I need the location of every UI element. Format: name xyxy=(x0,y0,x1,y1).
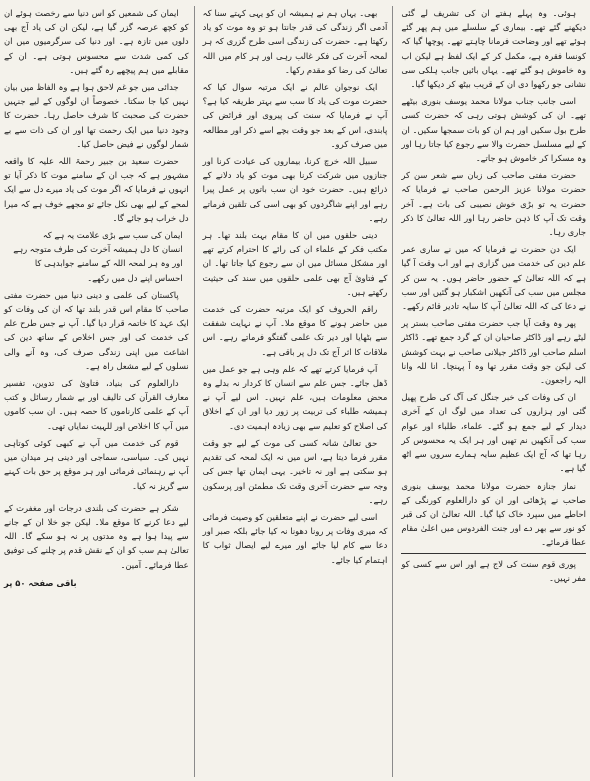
paragraph: نماز جنازہ حضرت مولانا محمد یوسف بنوری صاحب نے پڑھائی اور ان کو دارالعلوم کورنگی کے احاطے میں سپرد خاک کیا گیا۔ اللہ تعالیٰ ان کی قبر کو نور سے بھر دے اور جنت الفردوس میں اعلیٰ مقام عطا فرمائے۔ xyxy=(401,480,586,548)
paragraph: حضرت مفتی صاحب کی زبان سے شعر سن کر حضرت مولانا عزیز الرحمن صاحب نے فرمایا کہ حضرت یہ تو بڑی خوش نصیبی کی بات ہے۔ آخر وقت تک آپ کا ذہن حاضر رہا اور اللہ تعالیٰ کا ذکر جاری رہا۔ xyxy=(401,170,586,238)
paragraph: پھر وہ وقت آیا جب حضرت مفتی صاحب بستر پر لیٹے رہے اور ڈاکٹر صاحبان ان کے گرد جمع تھے۔ ڈاکٹر اسلم صاحب اور ڈاکٹر جیلانی صاحب نے بہت کوشش کی لیکن جو وقت مقرر تھا وہ آ پہنچا۔ انا للہ وانا الیہ راجعون۔ xyxy=(401,318,586,386)
paragraph: ہوئی۔ وہ پہلے ہفتے ان کی تشریف لے گئی دیکھنے گئے تھے۔ بیماری کے سلسلے میں ہم پھر گئے ہوئے تھے اور وضاحت فرمانا چاہتے تھے۔ پوچھا گیا کہ کونسا فقرہ ہے، مکمل کر کے ایک لفظ ہے لیکن اب وہ خاموش ہو گئے تھے۔ یہاں بائیں جانب ہلکی سی نشانی جو رکھوا دی ان کے قریب بیٹھ کر دیکھا گیا۔ xyxy=(401,8,586,90)
paragraph: دارالعلوم کی بنیاد، فتاویٰ کی تدوین، تفسیر معارف القرآن کی تالیف اور بے شمار رسائل و کتب آپ کے علمی کارناموں کا حصہ ہیں۔ ان سب کاموں میں آپ کا اخلاص اور للہیت نمایاں تھی۔ xyxy=(3,378,189,431)
paragraph: دینی حلقوں میں ان کا مقام بہت بلند تھا۔ ہر مکتب فکر کے علماء ان کی رائے کا احترام کرتے تھے اور مشکل مسائل میں ان سے رجوع کیا جاتا تھا۔ ان کے فتاویٰ آج بھی علمی حلقوں میں سند کی حیثیت رکھتے ہیں۔ xyxy=(202,230,388,297)
paragraph: راقم الحروف کو ایک مرتبہ حضرت کی خدمت میں حاضر ہونے کا موقع ملا۔ آپ نے نہایت شفقت سے بٹھایا اور دیر تک علمی گفتگو فرماتے رہے۔ اس ملاقات کا اثر آج تک دل پر باقی ہے۔ xyxy=(202,304,388,357)
paragraph: ایک دن حضرت نے فرمایا کہ میں نے ساری عمر علم دین کی خدمت میں گزاری ہے اور اب وقت آ گیا ہے کہ اللہ تعالیٰ کے حضور حاضر ہوں۔ یہ سن کر مجلس میں سب کی آنکھیں اشکبار ہو گئیں اور سب نے دعا کی کہ اللہ تعالیٰ آپ کا سایہ تادیر قائم رکھے۔ xyxy=(401,244,586,312)
quote-line: انسان کا دل ہمیشہ آخرت کی طرف متوجہ رہے xyxy=(13,244,183,255)
paragraph: حضرت سعید بن جبیر رحمۃ اللہ علیہ کا واقعہ مشہور ہے کہ جب ان کے سامنے موت کا ذکر آیا تو انہوں نے فرمایا کہ اگر موت کی یاد میرے دل سے ایک لمحے کے لیے بھی نکل جائے تو مجھے خوف ہے کہ میرا دل خراب ہو جائے گا۔ xyxy=(3,156,189,223)
divider xyxy=(401,553,586,554)
paragraph: اسی جانب جناب مولانا محمد یوسف بنوری بیٹھے تھے۔ ان کی کوشش ہوتی رہی کہ حضرت کسی طرح بول سکیں اور ہم ان کو بات سمجھا سکیں۔ ان کے لیے مسلسل حضرت والا سے رجوع کیا جاتا رہا اور وہ مسکرا کر خاموش ہو جاتے۔ xyxy=(401,96,586,164)
paragraph: جدائی میں جو غم لاحق ہوا ہے وہ الفاظ میں بیان نہیں کیا جا سکتا۔ خصوصاً ان لوگوں کے لیے جنہیں حضرت کی صحبت کا شرف حاصل رہا۔ حضرت کا وجود دنیا میں ایک رحمت تھا اور ان کی ذات سے بے شمار لوگوں نے فیض حاصل کیا۔ xyxy=(3,82,189,149)
quote-line: احساس اپنے دل میں رکھے۔ xyxy=(87,272,183,283)
quotation xyxy=(4,228,189,285)
paragraph: پاکستان کی علمی و دینی دنیا میں حضرت مفتی صاحب کا مقام اس قدر بلند تھا کہ ان کی وفات کو ایک عہد کا خاتمہ قرار دیا گیا۔ آپ نے جس طرح علم کی خدمت کی اور جس اخلاص کے ساتھ دین کی اشاعت میں اپنی زندگی صرف کی، وہ آنے والی نسلوں کے لیے مشعل راہ ہے۔ xyxy=(3,289,189,371)
paragraph: قوم کی خدمت میں آپ نے کبھی کوئی کوتاہی نہیں کی۔ سیاسی، سماجی اور دینی ہر میدان میں آپ نے رہنمائی فرمائی اور ہر موقع پر حق بات کہنے سے گریز نہ کیا۔ xyxy=(3,437,189,491)
paragraph: ایمان کی شمعیں کو اس دنیا سے رخصت ہوئے ان کو کچھ عرصہ گزر گیا ہے، لیکن ان کی یاد آج بھی دلوں میں تازہ ہے۔ اور دنیا کی سرگرمیوں میں ان کی کمی شدت سے محسوس ہوتی ہے۔ ان کے مقابلے میں ہم پیچھے رہ گئے ہیں۔ xyxy=(3,8,189,75)
paragraph: سبیل اللہ خرچ کرنا، بیماروں کی عیادت کرنا اور جنازوں میں شرکت کرنا بھی موت کو یاد دلانے کے ذرائع ہیں۔ حضرت خود ان سب باتوں پر عمل پیرا رہے اور اپنے شاگردوں کو بھی اسی کی تلقین فرماتے رہے۔ xyxy=(202,156,388,223)
quote-line: ایمان کی سب سے بڑی علامت یہ ہے کہ xyxy=(42,230,183,241)
paragraph: ایک نوجوان عالم نے ایک مرتبہ سوال کیا کہ حضرت موت کی یاد کا سب سے بہتر طریقہ کیا ہے؟ آپ نے فرمایا کہ سنت کی پیروی اور فرائض کی پابندی، اس کے بعد جو وقت بچے اسے ذکر اور مطالعہ میں صرف کرو۔ xyxy=(202,82,388,149)
paragraph: شکر ہے حضرت کی بلندی درجات اور مغفرت کے لیے دعا کرنے کا موقع ملا۔ لیکن جو خلا ان کے جانے سے پیدا ہوا ہے وہ مدتوں پر نہ ہو سکے گا۔ اللہ تعالیٰ ہم سب کو ان کے نقش قدم پر چلنے کی توفیق عطا فرمائے۔ آمین۔ xyxy=(3,502,189,570)
continued-note: باقی صفحہ ۵۰ پر xyxy=(3,577,77,588)
paragraph: بھی۔ یہاں ہم نے ہمیشہ ان کو یہی کہتے سنا کہ آدمی اگر زندگی کی قدر جانتا ہو تو وہ موت کو یاد رکھتا ہے۔ حضرت کی زندگی اسی طرح گزری کہ ہر لمحہ آخرت کی فکر غالب رہی اور ہر کام میں اللہ تعالیٰ کی رضا کو مقدم رکھا۔ xyxy=(202,8,388,75)
column-middle xyxy=(203,6,394,777)
paragraph: ان کی وفات کی خبر جنگل کی آگ کی طرح پھیل گئی اور ہزاروں کی تعداد میں لوگ ان کے آخری دیدار کے لیے جمع ہو گئے۔ علماء، طلباء اور عوام سب کی آنکھیں نم تھیں اور ہر ایک یہ محسوس کر رہا تھا کہ آج ایک عظیم سایہ ہمارے سروں سے اٹھ گیا ہے۔ xyxy=(401,392,586,474)
quote-line: اور وہ ہر لمحہ اللہ کے سامنے جوابدہی کا xyxy=(34,258,183,269)
paragraph: اسی لیے حضرت نے اپنے متعلقین کو وصیت فرمائی کہ میری وفات پر رونا دھونا نہ کیا جائے بلکہ صبر اور دعا سے کام لیا جائے اور میرے لیے ایصال ثواب کا اہتمام کیا جائے۔ xyxy=(202,511,388,565)
paragraph: حق تعالیٰ شانہ کسی کی موت کے لیے جو وقت مقرر فرما دیتا ہے، اس میں نہ ایک لمحہ کی تقدیم ہو سکتی ہے اور نہ تاخیر۔ یہی ایمان تھا جس کی وجہ سے حضرت آخری وقت تک مطمئن اور پرسکون رہے۔ xyxy=(202,437,388,505)
column-left xyxy=(4,6,195,777)
paragraph: آپ فرمایا کرتے تھے کہ علم وہی ہے جو عمل میں ڈھل جائے۔ جس علم سے انسان کا کردار نہ بدلے وہ محض معلومات ہیں، علم نہیں۔ اس لیے آپ نے ہمیشہ طلباء کی تربیت پر زور دیا اور ان کے اخلاق کی اصلاح کو تعلیم سے بھی زیادہ اہمیت دی۔ xyxy=(202,363,388,431)
column-right xyxy=(401,6,586,777)
column-footer: پوری قوم سنت کی لاج ہے اور اس سے کسی کو مفر نہیں۔ xyxy=(401,558,586,583)
